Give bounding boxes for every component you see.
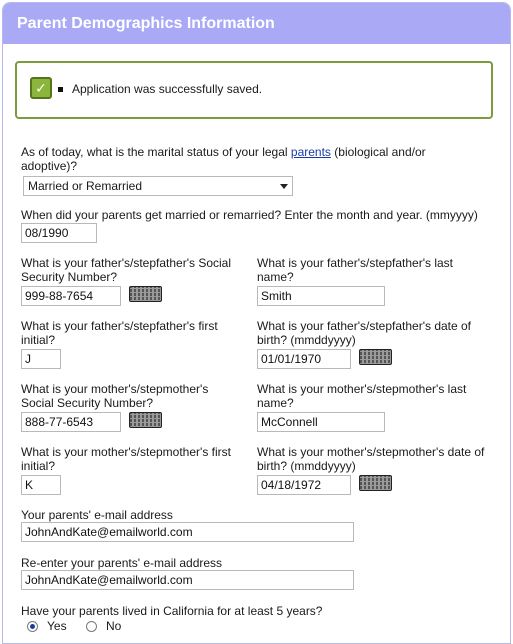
father-dob-label: What is your father's/stepfather's date of birth? (mmddyyyy) bbox=[257, 319, 472, 347]
california-yes-label: Yes bbox=[47, 619, 67, 633]
email-label: Your parents' e-mail address bbox=[21, 508, 173, 522]
marital-status-selected: Married or Remarried bbox=[28, 179, 143, 193]
father-last-name-input[interactable] bbox=[257, 286, 385, 306]
california-no-label: No bbox=[106, 619, 122, 633]
mother-initial-label: What is your mother's/stepmother's first initial? bbox=[21, 445, 231, 473]
success-message-box bbox=[15, 61, 493, 119]
california-yes-radio[interactable] bbox=[27, 621, 38, 632]
checkmark-icon: ✓ bbox=[30, 77, 52, 99]
father-ssn-input[interactable] bbox=[21, 286, 121, 306]
father-initial-input[interactable] bbox=[21, 349, 61, 369]
keyboard-icon[interactable] bbox=[129, 286, 162, 302]
married-date-label: When did your parents get married or remarried? Enter the month and year. (mmyyyy) bbox=[21, 208, 478, 222]
father-ssn-label: What is your father's/stepfather's Social Security Number? bbox=[21, 256, 232, 284]
email-reenter-label: Re-enter your parents' e-mail address bbox=[21, 556, 223, 570]
mother-ssn-label: What is your mother's/stepmother's Social Security Number? bbox=[21, 382, 209, 410]
email-reenter-input[interactable] bbox=[21, 570, 354, 590]
mother-ssn-input[interactable] bbox=[21, 412, 121, 432]
mother-initial-input[interactable] bbox=[21, 475, 61, 495]
california-question: Have your parents lived in California for at least 5 years? bbox=[21, 604, 323, 618]
marital-status-select[interactable] bbox=[23, 176, 293, 196]
mother-last-name-input[interactable] bbox=[257, 412, 385, 432]
chevron-down-icon[interactable] bbox=[280, 184, 288, 189]
keyboard-icon[interactable] bbox=[359, 475, 392, 491]
married-date-input[interactable] bbox=[21, 223, 97, 243]
page-title: Parent Demographics Information bbox=[3, 3, 510, 44]
bullet-icon bbox=[58, 87, 63, 92]
keyboard-icon[interactable] bbox=[129, 412, 162, 428]
father-initial-label: What is your father's/stepfather's first initial? bbox=[21, 319, 218, 347]
parents-link[interactable]: parents bbox=[290, 145, 331, 159]
father-dob-input[interactable] bbox=[257, 349, 351, 369]
father-last-name-label: What is your father's/stepfather's last name? bbox=[257, 256, 453, 284]
success-message: Application was successfully saved. bbox=[72, 82, 263, 96]
marital-question-text-2: (biological and/or adoptive)? bbox=[21, 145, 426, 173]
marital-question-text: As of today, what is the marital status of your legal bbox=[21, 145, 291, 159]
mother-dob-label: What is your mother's/stepmother's date of birth? (mmddyyyy) bbox=[257, 445, 485, 473]
mother-last-name-label: What is your mother's/stepmother's last name? bbox=[257, 382, 467, 410]
email-input[interactable] bbox=[21, 522, 354, 542]
mother-dob-input[interactable] bbox=[257, 475, 351, 495]
keyboard-icon[interactable] bbox=[359, 349, 392, 365]
parent-demographics-panel bbox=[2, 2, 511, 644]
california-no-radio[interactable] bbox=[86, 621, 97, 632]
marital-status-question bbox=[21, 145, 441, 173]
